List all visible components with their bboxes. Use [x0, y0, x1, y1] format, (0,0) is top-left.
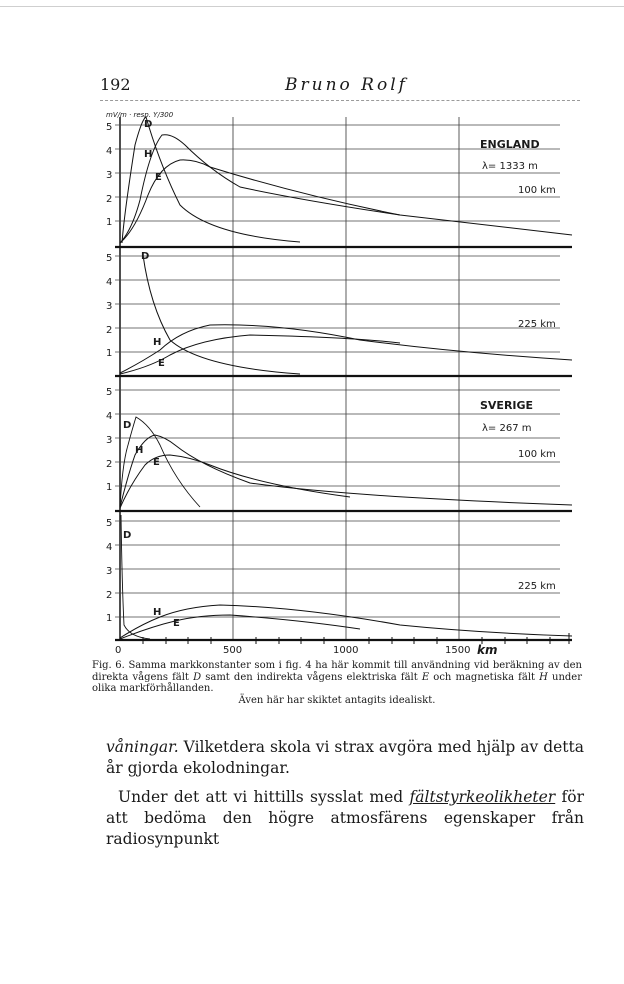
y-tick-4: 4: [106, 146, 113, 157]
caption-text-4: under olika markförhållanden.: [92, 671, 583, 694]
panel-distance: 225 km: [518, 581, 556, 592]
y-tick-3: 3: [106, 301, 113, 312]
label-H: H: [153, 337, 162, 348]
y-tick-5: 5: [106, 387, 113, 398]
caption-E: E: [421, 671, 430, 683]
curve-E: [120, 160, 400, 243]
panel-wavelength: λ= 1333 m: [482, 161, 538, 172]
panel-wavelength: λ= 267 m: [482, 423, 532, 434]
y-tick-1: 1: [106, 217, 113, 228]
y-tick-4: 4: [106, 542, 113, 553]
label-E: E: [158, 358, 165, 369]
x-tick-1500: 1500: [445, 645, 471, 656]
y-tick-1: 1: [106, 613, 113, 624]
paragraph-2-start: Under det att vi hittills sysslat med: [118, 788, 410, 806]
figure-caption: [92, 660, 582, 706]
y-tick-4: 4: [106, 277, 113, 288]
body-paragraph-2: [106, 787, 584, 850]
label-D: D: [123, 530, 132, 541]
curve-D: [122, 117, 300, 243]
y-tick-2: 2: [106, 325, 113, 336]
caption-last-line: Även här har skiktet antagits idealiskt.: [238, 694, 436, 706]
panel-england-225km: [106, 251, 572, 374]
label-H: H: [135, 445, 144, 456]
x-axis: [115, 633, 569, 657]
y-tick-5: 5: [106, 122, 113, 133]
running-head: Bruno Rolf: [285, 75, 408, 95]
panel-england-100km: [106, 111, 572, 243]
top-border-line: [0, 6, 624, 7]
y-tick-1: 1: [106, 482, 113, 493]
x-axis-unit: km: [477, 643, 498, 657]
panel-country: ENGLAND: [480, 138, 540, 151]
panel-distance: 100 km: [518, 185, 556, 196]
paragraph-1-text: Vilketdera skola vi strax avgöra med hjälp av detta år gjorda ekolodningar.: [106, 738, 584, 777]
paragraph-1-italic: våningar.: [106, 738, 179, 756]
y-tick-3: 3: [106, 435, 113, 446]
page-number: 192: [100, 75, 131, 94]
label-H: H: [144, 149, 153, 160]
label-D: D: [141, 251, 150, 262]
figure-6: [100, 105, 580, 661]
label-D: D: [144, 119, 153, 130]
caption-H: H: [539, 671, 548, 683]
y-tick-3: 3: [106, 566, 113, 577]
caption-D: D: [193, 671, 202, 683]
x-tick-500: 500: [223, 645, 243, 656]
y-axis-unit: mV/m · resp. Y/300: [106, 111, 174, 119]
y-tick-5: 5: [106, 253, 113, 264]
panel-distance: 100 km: [518, 449, 556, 460]
panel-country: SVERIGE: [480, 399, 534, 412]
y-tick-2: 2: [106, 194, 113, 205]
panel-distance: 225 km: [518, 319, 556, 330]
label-E: E: [173, 618, 180, 629]
x-tick-1000: 1000: [333, 645, 359, 656]
field-strength-chart: [100, 105, 580, 657]
caption-text-2: samt den indirekta vågens elektriska fält: [201, 671, 422, 683]
curve-D: [143, 255, 300, 374]
label-H: H: [153, 607, 162, 618]
paragraph-2-term: fältstyrkeolikheter: [409, 788, 556, 806]
label-E: E: [153, 457, 160, 468]
caption-text-1: Fig. 6. Samma markkonstanter som i fig. 4 ha här kommit till användning vid beräkning av den direkta vågens fält: [92, 660, 582, 683]
panel-sverige-225km: [106, 515, 572, 639]
paragraph-2-end: för att bedöma den högre atmosfärens egenskaper från radiosynpunkt: [106, 788, 585, 848]
y-tick-4: 4: [106, 411, 113, 422]
caption-text-3: och magnetiska fält: [429, 671, 540, 683]
y-tick-5: 5: [106, 518, 113, 529]
y-tick-1: 1: [106, 348, 113, 359]
panel-sverige-100km: [106, 387, 572, 509]
label-E: E: [155, 172, 162, 183]
header-rule: [100, 100, 580, 101]
body-paragraph-1: [106, 737, 584, 779]
y-tick-2: 2: [106, 590, 113, 601]
x-tick-0: 0: [115, 645, 122, 656]
y-tick-3: 3: [106, 170, 113, 181]
y-tick-2: 2: [106, 459, 113, 470]
label-D: D: [123, 420, 132, 431]
